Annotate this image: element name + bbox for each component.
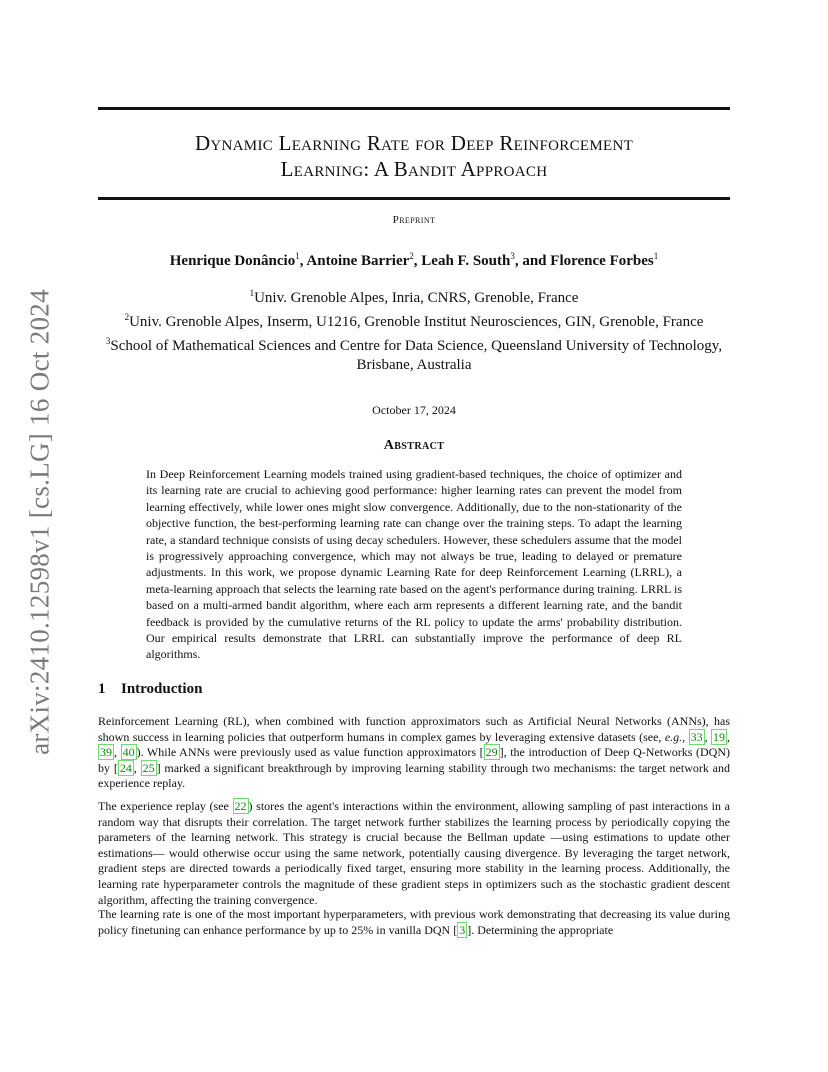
section-heading [98,681,202,698]
author-list [0,251,828,270]
citation-link[interactable]: 40 [122,745,135,760]
author-name: Antoine Barrier [306,253,410,269]
affiliation-item [80,284,748,308]
intro-paragraph-2 [98,799,730,908]
abstract-text: In Deep Reinforcement Learning models trained using gradient-based techniques, the choice of optimizer and its learning rate are crucial to achieving good performance: higher learning rates can prevent the model from learning effectively, while lower ones might slow convergence. Additionally, due to the non-stationarity of the objective function, the best-performing learning rate can change over the training steps. To adapt the learning rate, a standard technique consists of using decay schedulers. However, these schedulers assume that the model is progressively approaching convergence, which may not always be true, leading to delayed or premature adjustments. In this work, we propose dynamic Learning Rate for deep Reinforcement Learning (LRRL), a meta-learning approach that selects the learning rate based on the agent's performance during training. LRRL is based on a multi-armed bandit algorithm, where each arm represents a different learning rate, and the bandit feedback is provided by the cumulative returns of the RL policy to update the arms' probability distribution. Our empirical results demonstrate that LRRL can substantially improve the performance of deep RL algorithms. [146,467,682,662]
author-name: Henrique Donâncio [169,253,296,269]
title-line-2: Learning: A Bandit Approach [280,157,548,181]
paper-title [98,130,730,182]
author-separator: , and [514,253,551,269]
body-text: . Determining the appropriate [471,922,614,937]
affiliation-mark: 1 [249,288,255,298]
author-name: Leah F. South [421,253,511,269]
author-name: Florence Forbes [550,253,654,269]
title-line-1: Dynamic Learning Rate for Deep Reinforcement [194,131,634,155]
intro-paragraph-3: The learning rate is one of the most important hyperparameters, with previous work demonstrating that decreasing its value during policy finetuning can enhance performance by up to 25% in vanilla DQN [ 3 ]. Determining the appropriate [98,907,730,937]
section-number: 1 [98,681,106,697]
body-text: , the introduction of Deep Q-Networks (DQN) by [98,745,730,775]
intro-paragraph-1: Reinforcement Learning (RL), when combined with function approximators such as Artificial Neural Networks (ANNs), has shown success in learning policies that outperform humans in complex games by leveraging extensive datasets (see, e.g., 33 , 19 , 39 , 40 ). While ANNs were previously used as value function approximators [ 29 ], the introduction of Deep Q-Networks (DQN) by [ 24 , 25 ] marked a significant breakthrough by improving learning stability through two mechanisms: the target network and experience replay. [98,714,731,791]
affiliation-item [80,332,748,375]
affiliation-mark: 3 [105,336,111,346]
citation-link[interactable]: 39 [100,745,112,760]
title-rule-top [98,107,730,110]
affiliation-item [80,308,748,332]
body-text: The experience replay (see [98,799,233,813]
citation-link[interactable]: 22 [234,799,247,813]
citation-link[interactable]: 3 [459,922,466,937]
affiliation-list [80,284,748,375]
title-rule-bottom [98,197,730,200]
affiliation-text: School of Mathematical Sciences and Centre for Data Science, Queensland University of Technology, Brisbane, Australia [110,338,723,373]
preprint-label: Preprint [392,214,436,226]
citation-link[interactable]: 25 [142,760,155,775]
arxiv-identifier[interactable]: arXiv:2410.12598v1 [cs.LG] 16 Oct 2024 [24,289,55,755]
author-separator: , [413,253,422,269]
affiliation-text: Univ. Grenoble Alpes, Inserm, U1216, Grenoble Institut Neurosciences, GIN, Grenoble, France [129,314,704,330]
affiliation-mark: 2 [124,312,130,322]
body-text: ) stores the agent's interactions within the environment, allowing sampling of past interactions in a random way that disrupts their correlation. The target network further stabilizes the learning process by periodically copying the parameters of the learning network. This strategy is crucial because the Bellman update —using estimations to update other estimations— would otherwise occur using the same network, potentially causing divergence. By leveraging the target network, gradient steps are directed towards a periodically fixed target, ensuring more stability in the learning process. Additionally, the learning rate hyperparameter controls the magnitude of these gradient steps in optimizers such as the stochastic gradient descent algorithm, affecting the training convergence. [98,799,730,907]
body-text: , [682,729,689,744]
body-text: marked a significant breakthrough by improving learning stability through two mechanisms: the target network and experience replay. [98,760,731,791]
paper-date: October 17, 2024 [372,403,456,417]
body-text-italic: e.g. [664,729,683,744]
body-text: Reinforcement Learning (RL), when combined with function approximators such as Artificial Neural Networks (ANNs), has shown success in learning policies that outperform humans in complex games by leveraging extensive datasets (see, [98,714,730,744]
author-affiliation-mark: 1 [295,251,300,261]
author-affiliation-mark: 3 [510,251,515,261]
body-text: ). While ANNs were previously used as value function approximators [136,745,480,760]
author-affiliation-mark: 2 [409,251,414,261]
body-text: The learning rate is one of the most important hyperparameters, with previous work demonstrating that decreasing its value during policy finetuning can enhance performance by up to 25% in vanilla DQN [98,907,730,937]
citation-link[interactable]: 29 [485,745,498,760]
citation-link[interactable]: 19 [713,729,726,744]
abstract-heading: Abstract [383,438,445,453]
affiliation-text: Univ. Grenoble Alpes, Inria, CNRS, Grenoble, France [254,290,579,306]
citation-link[interactable]: 24 [119,760,132,775]
author-separator: , [299,253,307,269]
section-title: Introduction [121,681,203,697]
citation-link[interactable]: 33 [690,729,703,744]
author-affiliation-mark: 1 [653,251,659,261]
